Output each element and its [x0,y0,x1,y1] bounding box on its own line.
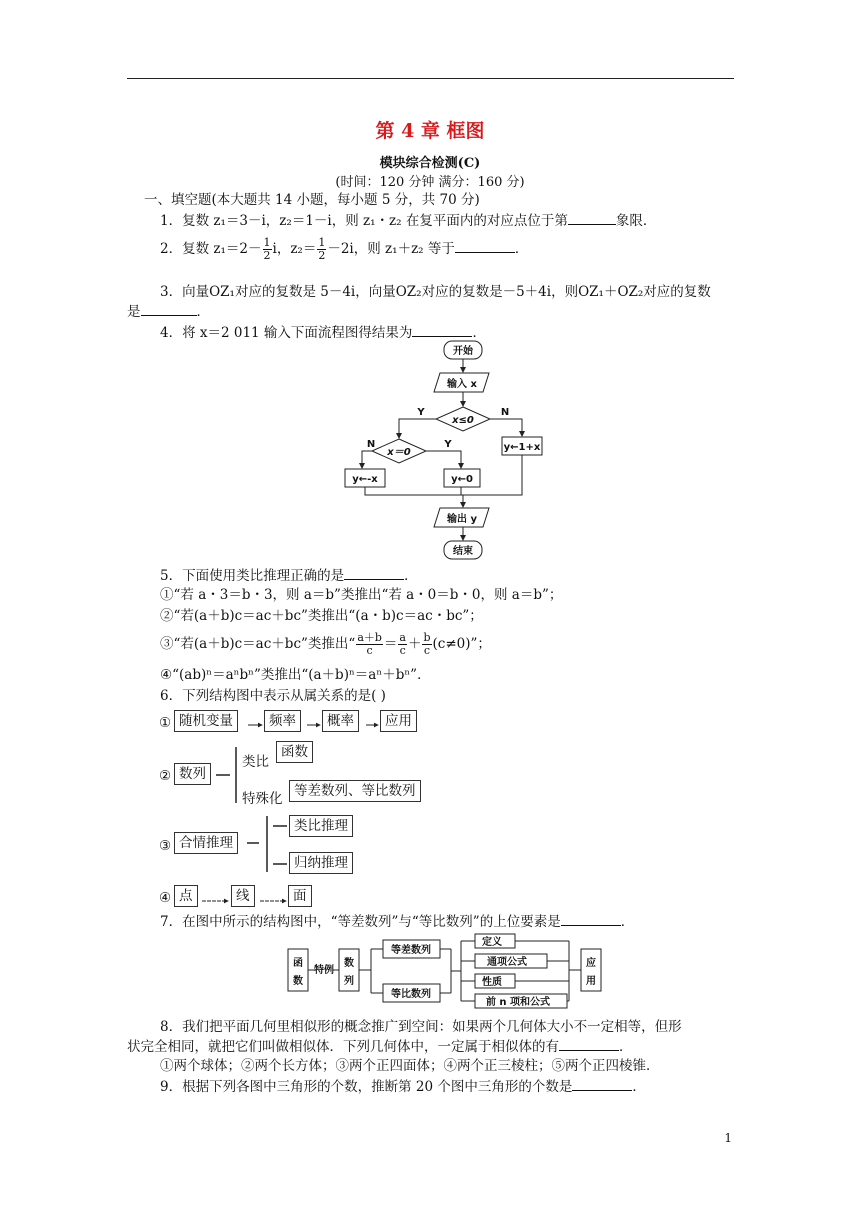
q5-fraction-3: $\frac{b}{c}$ [423,631,431,657]
q9-blank [572,1090,632,1091]
q6-diagram-1-number: ① [159,715,172,731]
flow-cond-2: x＝0 [387,447,411,458]
q7-item-2: 通项公式 [487,957,527,968]
q6-d3-upper-box: 类比推理 [289,815,353,837]
q2-text-end: ． [514,241,529,257]
q2-blank [455,252,515,253]
q6-diagram-3-number: ③ [159,838,172,854]
q6-d4-box-1: 点 [174,885,198,907]
q6-d2-lower-box: 等差数列、等比数列 [289,780,421,802]
q2-text-mid: i，z₂＝ [272,241,317,257]
q7-func-char-2: 数 [293,976,303,987]
q6-d1-arrows [240,712,390,732]
q9-text: 9．根据下列各图中三角形的个数，推断第 20 个图中三角形的个数是 [160,1079,573,1095]
q6-d1-box-4: 应用 [380,710,417,732]
question-9 [160,1077,646,1097]
header-rule [127,78,734,79]
q6-d3-lower-box: 归纳推理 [289,852,353,874]
q9-text-end: ． [632,1079,646,1095]
q1-text: 1．复数 z₁＝3－i，z₂＝1－i，则 z₁・z₂ 在复平面内的对应点位于第 [160,213,568,229]
question-8-options: ①两个球体；②两个长方体；③两个正四面体；④两个正三棱柱；⑤两个正四棱锥． [160,1058,660,1074]
q2-text-post: －2i，则 z₁＋z₂ 等于 [327,241,455,257]
q6-d1-box-2: 频率 [264,710,301,732]
q7-blank [561,925,621,926]
test-subtitle: 模块综合检测(C) [379,156,481,171]
question-1 [160,211,656,231]
page-number: 1 [724,1131,732,1145]
q6-d4-box-3: 面 [288,885,312,907]
q1-blank [568,224,616,225]
flowchart [330,340,560,566]
question-6: 6．下列结构图中表示从属关系的是( ) [160,688,386,704]
flow-label-n-2: N [366,439,376,450]
flow-assign-plus: y←1+x [503,442,541,453]
q7-structure-diagram [285,932,605,1010]
flow-assign-neg: y←-x [352,474,378,485]
question-2 [160,237,528,262]
q7-item-4: 前 n 项和公式 [485,997,551,1008]
q4-blank [412,336,472,337]
q6-d2-upper-box: 函数 [276,741,313,763]
q2-fraction-1: $\frac{1}{2}$ [263,236,271,262]
flow-label-y-2: Y [444,439,452,450]
q7-geom: 等比数列 [391,989,431,1000]
flow-assign-zero: y←0 [451,474,473,485]
q3-blank [141,315,197,316]
flow-output: 输出 y [447,514,477,525]
test-meta: (时间：120 分钟 满分：160 分) [335,175,525,190]
chapter-title: 第 4 章 框图 [375,120,485,142]
question-8-line-1: 8．我们把平面几何里相似形的概念推广到空间：如果两个几何体大小不一定相等，但形 [160,1019,682,1035]
q7-text-end: ． [620,914,635,930]
question-7 [160,912,634,932]
q7-special-label: 特例 [314,965,334,976]
q7-arith: 等差数列 [391,945,431,956]
q2-fraction-2: $\frac{1}{2}$ [318,236,326,262]
flow-label-n-1: N [500,407,510,418]
q6-diagram-2-number: ② [159,768,172,784]
q8-text: 状完全相同，就把它们叫做相似体．下列几何体中，一定属于相似体的有 [127,1039,559,1055]
q3-text-end: ． [196,304,210,320]
q3-text: 是 [127,304,141,320]
flow-input: 输入 x [447,379,477,390]
q7-app-char-1: 应 [586,958,596,969]
q2-text: 2．复数 z₁＝2－ [160,241,262,257]
q7-item-1: 定义 [482,937,502,948]
q4-text: 4．将 x＝2 011 输入下面流程图得结果为 [160,325,413,341]
q6-d4-arrows [198,887,293,907]
q5-option-3-text: ③“若(a＋b)c＝ac＋bc”类推出“ [160,636,356,652]
q5-option-3-end: (c≠0)”； [432,636,491,652]
question-3-line-2 [127,302,210,322]
q6-d4-box-2: 线 [231,885,255,907]
question-3-line-1: 3．向量OZ₁对应的复数是 5－4i，向量OZ₂对应的复数是－5＋4i，则OZ₁＋OZ₂对应的复数 [160,284,711,300]
q6-d3-root: 合情推理 [174,832,238,854]
flow-label-y-1: Y [417,407,425,418]
q1-text-end: 象限． [615,213,657,229]
q8-blank [559,1050,619,1051]
q7-app-char-2: 用 [586,976,596,987]
q6-d1-box-1: 随机变量 [174,710,238,732]
q7-text: 7．在图中所示的结构图中，“等差数列”与“等比数列”的上位要素是 [160,914,561,930]
q5-blank [344,579,404,580]
q7-item-3: 性质 [482,977,502,988]
q4-text-end: ． [472,325,486,341]
flow-end: 结束 [453,546,473,557]
q5-option-4: ④“(ab)ⁿ＝aⁿbⁿ”类推出“(a＋b)ⁿ＝aⁿ＋bⁿ”． [160,667,431,683]
q6-d2-upper-label: 类比 [242,754,269,770]
q6-d2-bracket [214,745,244,805]
q5-fraction-1: $\frac{a+b}{c}$ [357,631,382,657]
q5-fraction-2: $\frac{a}{c}$ [399,631,406,657]
flow-start: 开始 [453,346,473,357]
q5-text-end: ． [404,568,418,584]
q7-seq-char-2: 列 [344,976,354,987]
question-8-line-2 [127,1037,633,1057]
q5-text: 5．下面使用类比推理正确的是 [160,568,345,584]
q5-option-1: ①“若 a・3＝b・3，则 a＝b”类推出“若 a・0＝b・0，则 a＝b”； [160,587,563,603]
q6-diagram-4-number: ④ [159,890,172,906]
q7-seq-char-1: 数 [344,958,354,969]
q5-option-3: ③“若(a＋b)c＝ac＋bc”类推出“ $\frac{a+b}{c}$ ＝ $\frac{a}{c}$ ＋ $\frac{b}{c}$ (c≠0)”； [160,631,491,657]
question-5 [160,566,418,586]
q6-d2-lower-label: 特殊化 [242,791,283,807]
section-heading: 一、填空题(本大题共 14 小题，每小题 5 分，共 70 分) [144,192,480,208]
q7-func-char-1: 函 [293,958,303,969]
q6-d2-root: 数列 [174,763,211,785]
q5-option-2: ②“若(a＋b)c＝ac＋bc”类推出“(a・b)c＝ac・bc”； [160,608,483,624]
q6-d1-box-3: 概率 [322,710,359,732]
q6-d3-bracket [245,814,291,874]
q8-text-end: ． [619,1039,633,1055]
flow-cond-1: x≤0 [452,415,474,426]
